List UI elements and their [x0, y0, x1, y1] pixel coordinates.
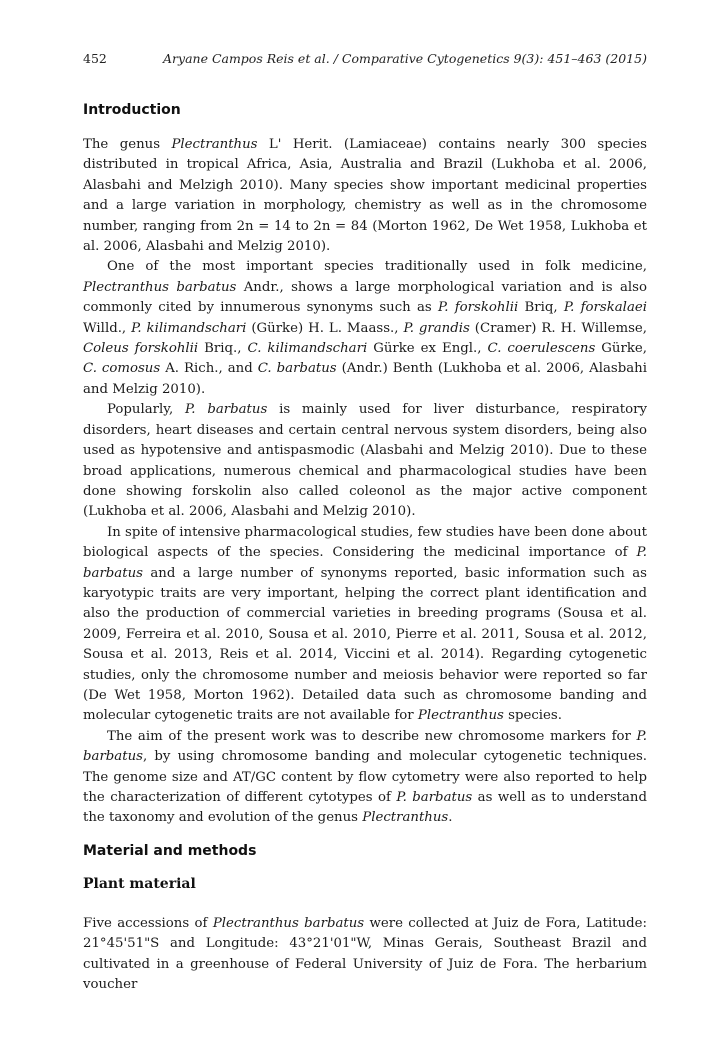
section-heading-methods: Material and methods — [83, 843, 257, 859]
paragraph: Popularly, P. barbatus is mainly used for liver disturbance, respiratory disorders, heart diseases and certain central nervous system disorders, being also used as hypotensive and antispasmodic (Alasbahi and Melzig 2010). Due to these broad applications, numerous chemical and pharmacological studies have been done showing forskolin also called coleonol as the major active component (Lukhoba et al. 2006, Alasbahi and Melzig 2010). — [83, 402, 647, 520]
page-number: 452 — [83, 51, 107, 66]
introduction-body — [83, 135, 647, 829]
subsection-heading-plant-material: Plant material — [83, 876, 196, 892]
paragraph: Five accessions of Plectranthus barbatus were collected at Juiz de Fora, Latitude: 21°45'51"S and Longitude: 43°21'01"W, Minas Gerais, Southeast Brazil and cultivated in a greenhouse of Federal University of Juiz de Fora. The herbarium voucher — [83, 916, 647, 993]
section-heading-introduction: Introduction — [83, 102, 181, 118]
paragraph: In spite of intensive pharmacological studies, few studies have been done about biological aspects of the species. Considering the medicinal importance of P. barbatus and a large number of synonyms reported, basic information such as karyotypic traits are very important, helping the correct plant identification and also the production of commercial varieties in breeding programs (Sousa et al. 2009, Ferreira et al. 2010, Sousa et al. 2010, Pierre et al. 2011, Sousa et al. 2012, Sousa et al. 2013, Reis et al. 2014, Viccini et al. 2014). Regarding cytogenetic studies, only the chromosome number and meiosis behavior were reported so far (De Wet 1958, Morton 1962). Detailed data such as chromosome banding and molecular cytogenetic traits are not available for Plectranthus species. — [83, 524, 647, 724]
paragraph: One of the most important species traditionally used in folk medicine, Plectranthus barbatus Andr., shows a large morphological variation and is also commonly cited by innumerous synonyms such as P. forskohlii Briq, P. forskalaei Willd., P. kilimandschari (Gürke) H. L. Maass., P. grandis (Cramer) R. H. Willemse, Coleus forskohlii Briq., C. kilimandschari Gürke ex Engl., C. coerulescens Gürke, C. comosus A. Rich., and C. barbatus (Andr.) Benth (Lukhoba et al. 2006, Alasbahi and Melzig 2010). — [83, 259, 648, 397]
paragraph: The genus Plectranthus L' Herit. (Lamiaceae) contains nearly 300 species distributed in tropical Africa, Asia, Australia and Brazil (Lukhoba et al. 2006, Alasbahi and Melzigh 2010). Many species show important medicinal properties and a large variation in morphology, chemistry as well as in the chromosome number, ranging from 2n = 14 to 2n = 84 (Morton 1962, De Wet 1958, Lukhoba et al. 2006, Alasbahi and Melzig 2010). — [83, 137, 647, 255]
running-title: Aryane Campos Reis et al. / Comparative Cytogenetics 9(3): 451–463 (2015) — [163, 51, 647, 66]
paragraph: The aim of the present work was to describe new chromosome markers for P. barbatus, by using chromosome banding and molecular cytogenetic techniques. The genome size and AT/GC content by flow cytometry were also reported to help the characterization of different cytotypes of P. barbatus as well as to understand the taxonomy and evolution of the genus Plectranthus. — [83, 728, 647, 826]
methods-body — [83, 914, 647, 996]
